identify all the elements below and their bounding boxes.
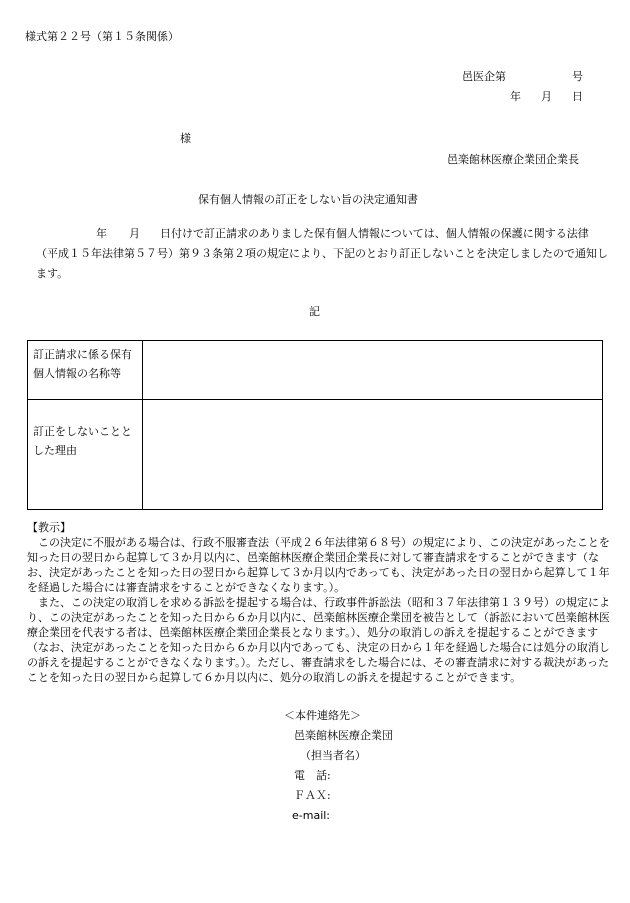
contact-tel-label: 電 話: [294,769,331,782]
reason-label: 訂正をしないこととした理由 [28,400,143,510]
notice-paragraph-1: この決定に不服がある場合は、行政不服審査法（平成２６年法律第６８号）の規定により、この決定があったことを知った日の翌日から起算して３か月以内に、邑楽館林医療企業団企業長に対して審査請求をすることができます（なお、決定があったことを知った日の翌日から起算して３か月以内であっても、決定があった日の翌日から起算して１年を経過した場合には審査請求をすることができなくなります。）。 [27,536,610,594]
reference-prefix: 邑医企第 [462,70,506,83]
contact-fax-label: ＦＡＸ: [294,789,331,802]
table-row [28,341,603,400]
form-number: 様式第２２号（第１５条関係） [25,30,179,43]
contact-person: （担当者名） [300,749,366,762]
info-name-label: 訂正請求に係る保有個人情報の名称等 [28,341,143,400]
table-row [28,400,603,510]
notice-section [27,520,612,685]
body-month: 月 [129,227,140,240]
info-name-value [143,341,603,400]
addressee: 様 [180,132,191,145]
body-text: 日付けで訂正請求のありました保有個人情報については、個人情報の保護に関する法律（平成１５年法律第５７号）第９３条第２項の規定により、下記のとおり訂正しないことを決定しましたので通知します。 [36,227,608,280]
contact-block [284,706,393,826]
date-day: 日 [572,90,583,103]
issue-date [510,88,583,104]
contact-org: 邑楽館林医療企業団 [294,729,393,742]
contact-title: ＜本件連絡先＞ [284,709,361,722]
reason-value [143,400,603,510]
date-month: 月 [541,90,552,103]
notice-heading: 【教示】 [27,521,71,534]
notice-paragraph-2: また、この決定の取消しを求める訴訟を提起する場合は、行政事件訴訟法（昭和３７年法律第１３９号）の規定により、この決定があったことを知った日から６か月以内に、邑楽館林医療企業団を被告として（訴訟において邑楽館林医療企業団を代表する者は、邑楽館林医療企業団企業長となります。）、処分の取消しの訴えを提起することができます（なお、決定があったことを知った日から６か月以内であっても、決定の日から１年を経過した場合には処分の取消しの訴えを提起することができなくなります。）。ただし、審査請求をした場合には、その審査請求に対する裁決があったことを知った日の翌日から起算して６か月以内に、処分の取消しの訴えを提起することができます。 [27,596,610,684]
sender: 邑楽館林医療企業団企業長 [447,153,579,166]
date-year: 年 [510,90,521,103]
document-title: 保有個人情報の訂正をしない旨の決定通知書 [198,193,418,206]
body-paragraph [36,224,608,284]
ki-heading: 記 [309,305,320,318]
body-year: 年 [96,227,107,240]
reference-number [462,68,583,84]
contact-email-label: e-mail: [292,809,331,822]
decision-table [27,340,603,510]
reference-suffix: 号 [572,70,583,83]
